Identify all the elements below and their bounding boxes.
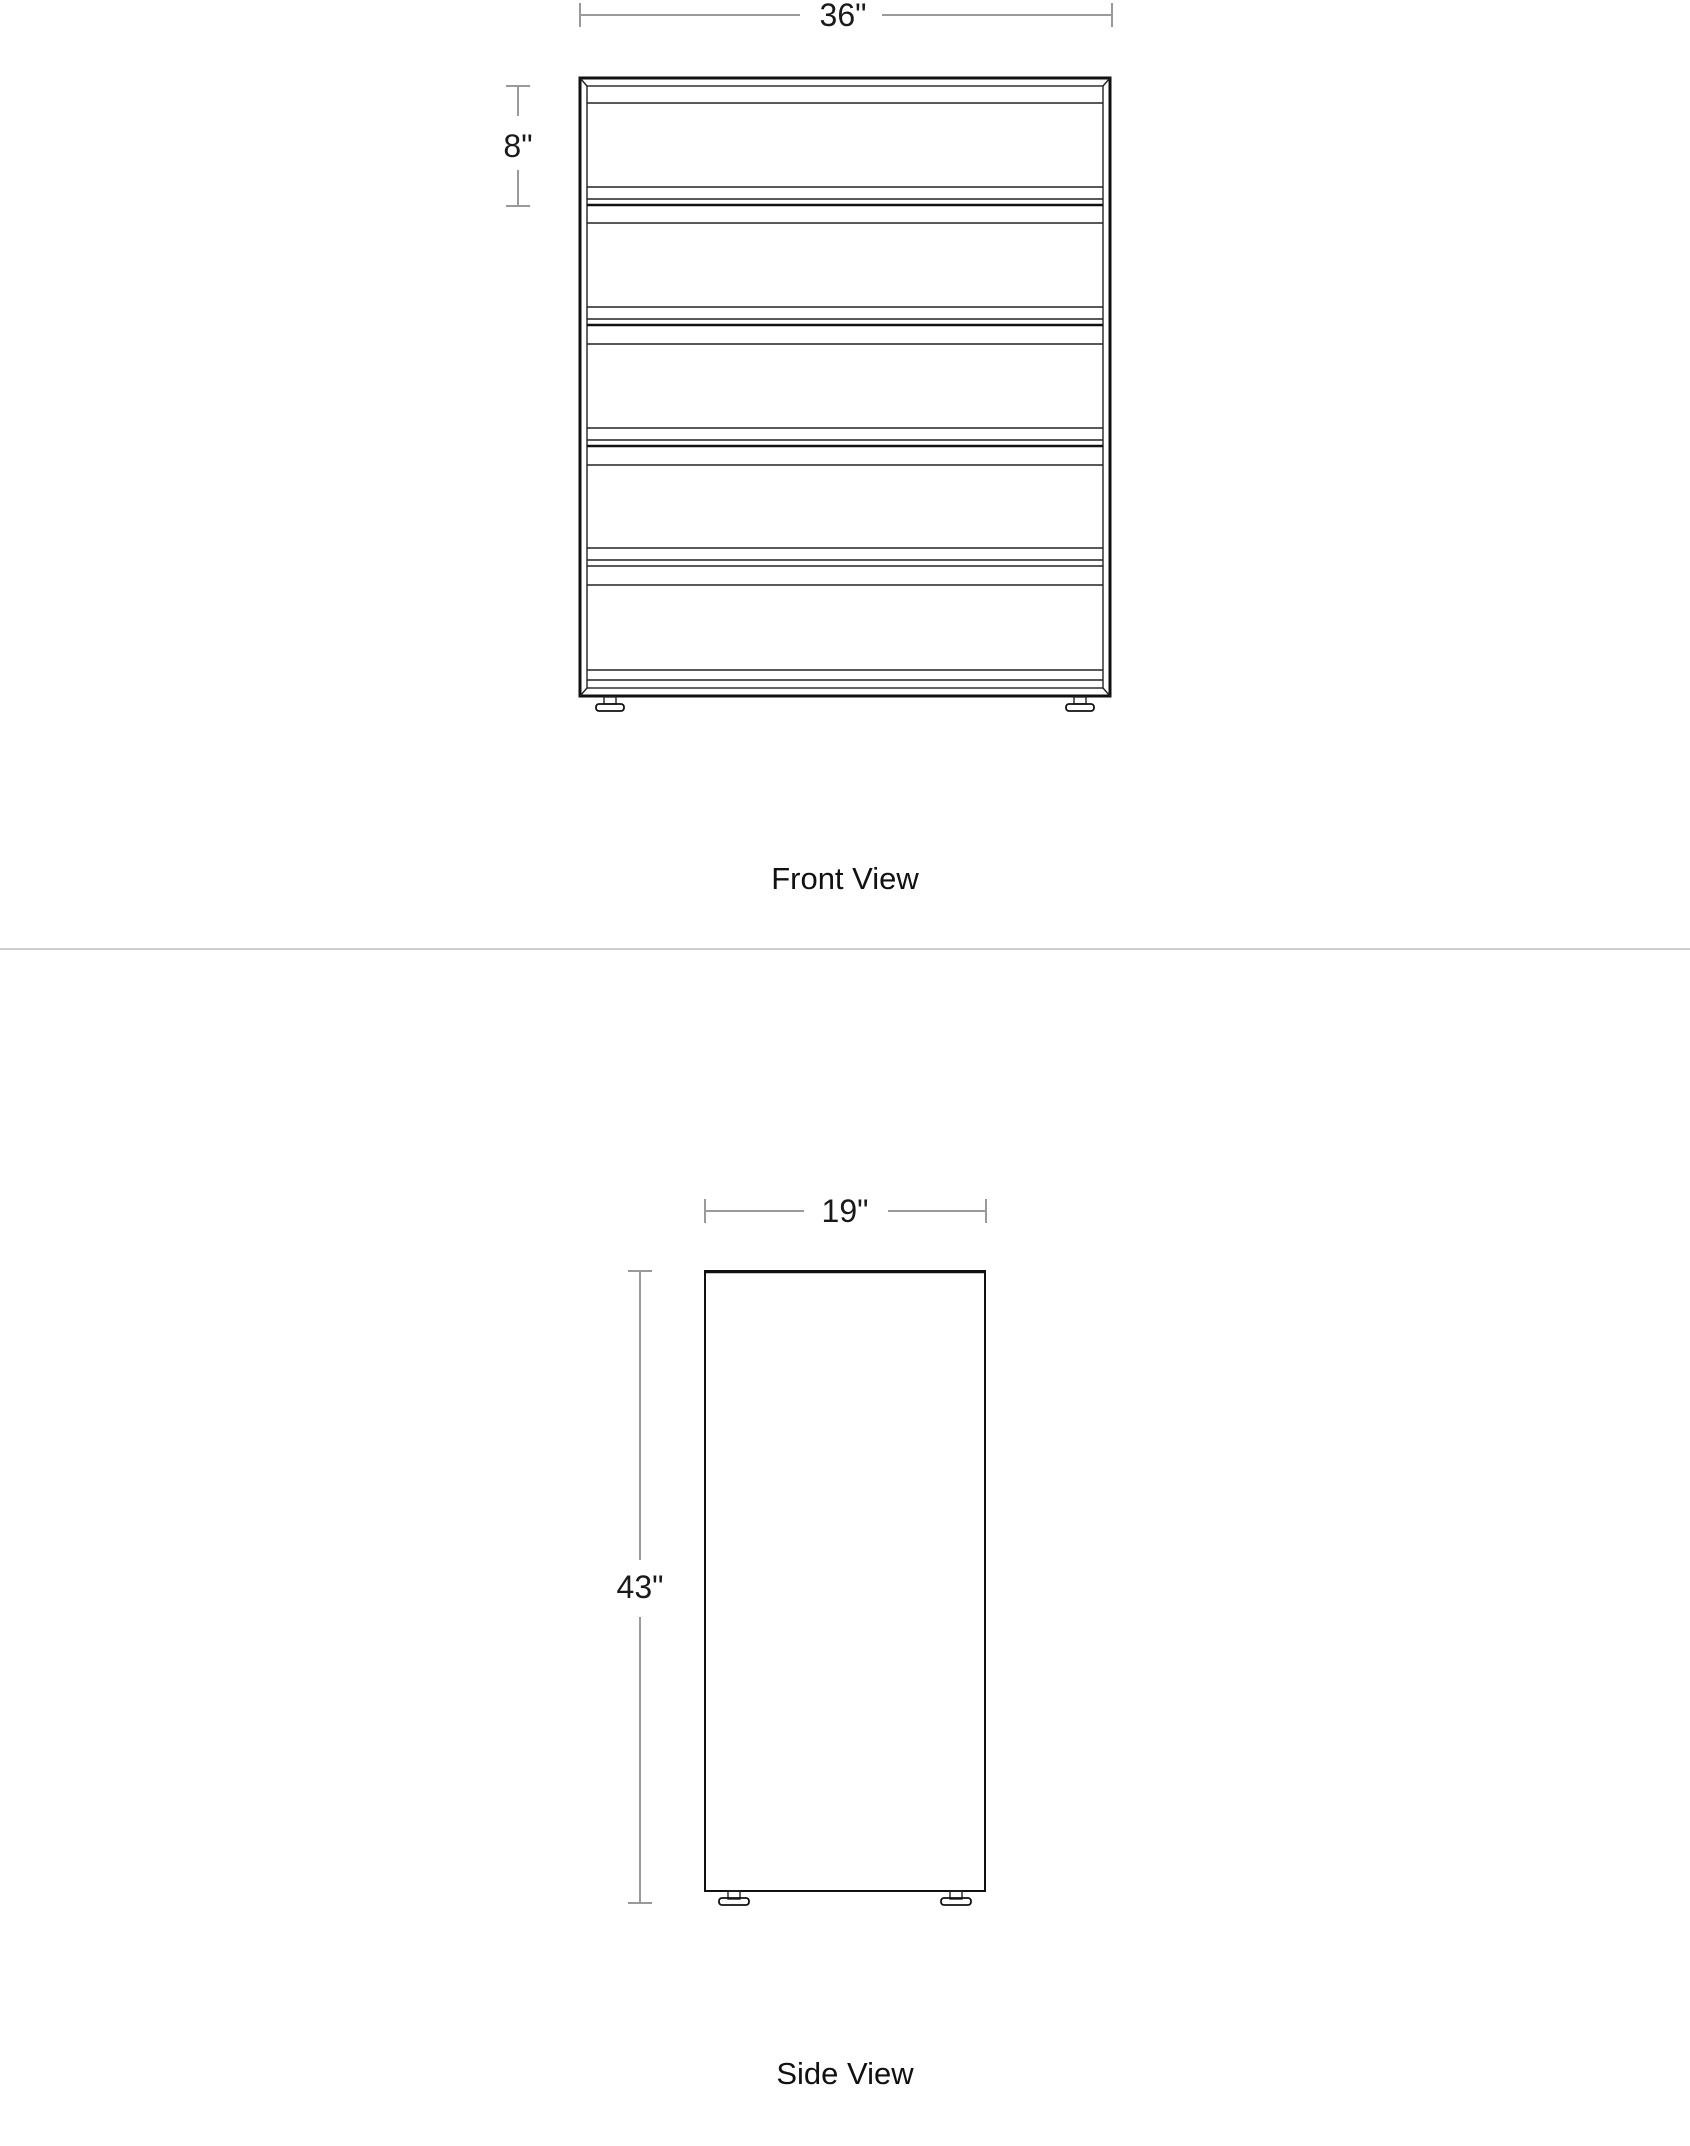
drawer-height-dimension	[503, 86, 532, 206]
side-cabinet	[705, 1271, 985, 1891]
side-view-caption: Side View	[776, 2056, 914, 2091]
side-depth-dimension	[705, 1193, 986, 1229]
side-depth-label: 19"	[821, 1193, 869, 1229]
side-view	[617, 1193, 986, 2091]
side-panel	[705, 1271, 985, 1891]
front-view	[503, 0, 1112, 896]
front-foot-right	[1066, 697, 1094, 711]
front-width-label: 36"	[819, 0, 867, 33]
drawer-front	[587, 223, 1103, 325]
side-height-dimension	[617, 1271, 664, 1903]
cabinet-outer-frame	[580, 78, 1110, 696]
drawer-height-label: 8"	[503, 128, 533, 164]
drawer-front	[587, 103, 1103, 205]
side-foot-right	[941, 1891, 971, 1905]
front-foot-left	[596, 697, 624, 711]
front-width-dimension	[580, 0, 1112, 33]
drawer-front	[587, 465, 1103, 566]
cabinet-inner-frame	[587, 86, 1103, 688]
side-height-label: 43"	[616, 1569, 664, 1605]
front-view-caption: Front View	[771, 861, 919, 896]
front-cabinet	[580, 78, 1110, 696]
drawer-front	[587, 344, 1103, 446]
side-foot-left	[719, 1891, 749, 1905]
drawer-front	[587, 585, 1103, 680]
